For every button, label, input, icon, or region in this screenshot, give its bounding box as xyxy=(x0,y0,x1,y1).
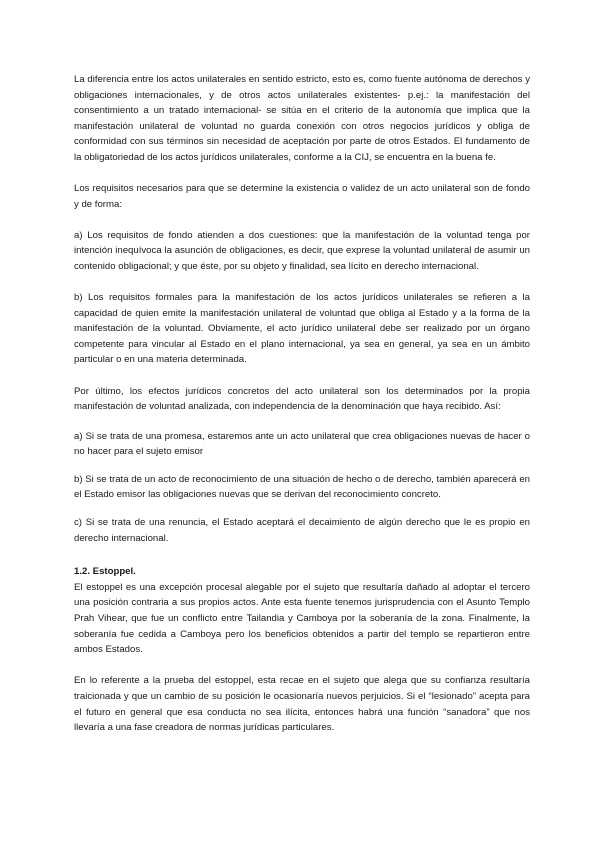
paragraph-autonomy: La diferencia entre los actos unilaterales en sentido estricto, esto es, como fuente autónoma de derechos y obligaciones internacionales, y de otros actos unilaterales existentes- p.ej.: la manifestación del consentimiento a un tratado internacional- se sitúa en el criterio de la autonomía que implica que la manifestación unilateral de voluntad no guarda conexión con otros negocios jurídicos y obliga de conformidad con sus términos sin necesidad de aceptación por parte de otros Estados. El fundamento de la obligatoriedad de los actos jurídicos unilaterales, conforme a la CIJ, se encuentra en la buena fe. xyxy=(74,74,530,163)
paragraph-formal-requirements: b) Los requisitos formales para la manifestación de los actos jurídicos unilaterales se refieren a la capacidad de quien emite la manifestación unilateral de voluntad que obliga al Estado y a la forma de la manifestación de la voluntad. Obviamente, el acto jurídico unilateral debe ser realizado por un órgano competente para vincular al Estado en el plano internacional, ya sea en general, ya sea en un ámbito particular o en una materia determinada. xyxy=(74,292,530,366)
paragraph-substantive-requirements: a) Los requisitos de fondo atienden a dos cuestiones: que la manifestación de la voluntad tenga por intención inequívoca la asunción de obligaciones, es decir, que exprese la voluntad unilateral de asumir un contenido obligacional; y que éste, por su objeto y finalidad, sea lícito en derecho internacional. xyxy=(74,229,530,272)
section-heading-estoppel: 1.2. Estoppel. xyxy=(74,566,136,578)
paragraph-recognition: b) Si se trata de un acto de reconocimiento de una situación de hecho o de derecho, también aparecerá en el Estado emisor las obligaciones nuevas que se derivan del reconocimiento concreto. xyxy=(74,473,530,501)
paragraph-estoppel-proof: En lo referente a la prueba del estoppel, esta recae en el sujeto que alega que su confianza resultaría traicionada y que un cambio de su posición le ocasionaría nuevos perjuicios. Si el “lesionado” acepta para el futuro en general que esa conducta no sea ilícita, entonces habrá una función “sanadora” que nos llevaría a una fase creadora de normas jurídicas particulares. xyxy=(74,675,530,734)
paragraph-requirements-intro: Los requisitos necesarios para que se determine la existencia o validez de un acto unilateral son de fondo y de forma: xyxy=(74,183,530,210)
paragraph-estoppel-definition: El estoppel es una excepción procesal alegable por el sujeto que resultaría dañado al adoptar el tercero una posición contraria a sus propios actos. Ante esta fuente tenemos jurisprudencia con el Asunto Templo Prah Vihear, que fue un conflicto entre Tailandia y Camboya por la soberanía de la zona. Finalmente, la soberanía fue cedida a Camboya pero los beneficios obtenidos a partir del templo se repartieron entre ambos Estados. xyxy=(74,581,530,656)
paragraph-legal-effects: Por último, los efectos jurídicos concretos del acto unilateral son los determinados por la propia manifestación de voluntad analizada, con independencia de la denominación que haya recibido. Así: xyxy=(74,385,530,413)
paragraph-renunciation: c) Si se trata de una renuncia, el Estado aceptará el decaimiento de algún derecho que le es propio en derecho internacional. xyxy=(74,517,530,544)
paragraph-promise: a) Si se trata de una promesa, estaremos ante un acto unilateral que crea obligaciones nuevas de hacer o no hacer para el sujeto emisor xyxy=(74,430,530,458)
